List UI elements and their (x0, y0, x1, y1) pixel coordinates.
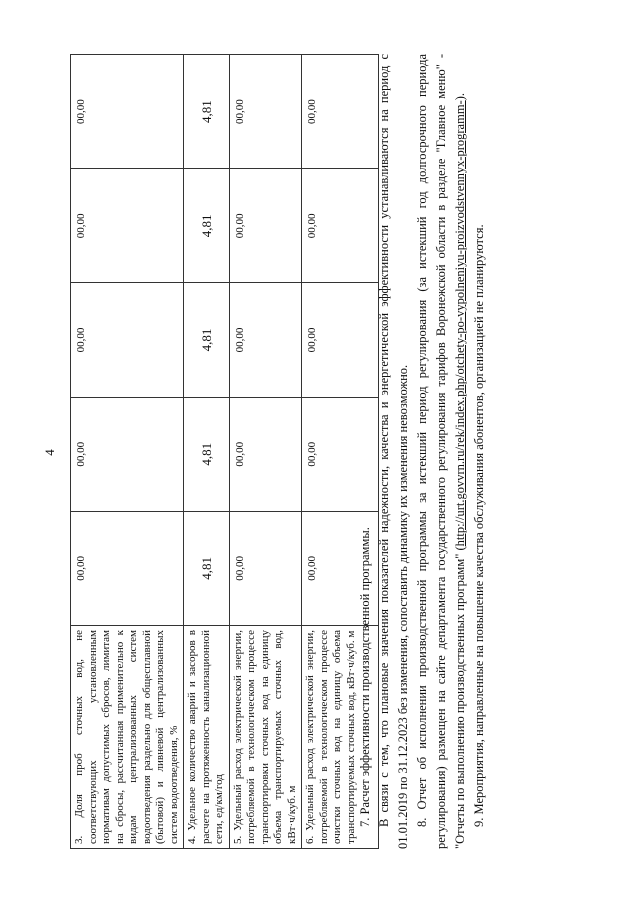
indicator-value: 4,81 (184, 283, 230, 397)
indicator-value: 00,00 (229, 169, 302, 283)
indicator-value: 00,00 (302, 511, 379, 625)
section-8-paragraph (413, 54, 470, 849)
indicator-value: 00,00 (71, 283, 184, 397)
indicator-name: 5. Удельный расход электрической энергии, потребляемой в технологическом процессе транспортировки сточных вод на единицу объема транспортируемых сточных вод, кВт·ч/куб. м (229, 626, 302, 849)
indicator-value: 00,00 (229, 397, 302, 511)
indicator-name: 6. Удельный расход электрической энергии, потребляемой в технологическом процессе очистки сточных вод на единицу объема транспортируемых сточных вод, кВт·ч/куб. м (302, 626, 379, 849)
table-row (229, 55, 302, 849)
body-text (356, 54, 489, 849)
indicator-value: 00,00 (229, 511, 302, 625)
indicators-table (70, 54, 379, 849)
indicator-value: 00,00 (71, 169, 184, 283)
table-row (184, 55, 230, 849)
section-7-title: 7. Расчет эффективности производственной программы. (358, 527, 372, 827)
indicator-value: 00,00 (302, 283, 379, 397)
indicator-value: 00,00 (302, 169, 379, 283)
indicator-name: 4. Удельное количество аварий и засоров в расчете на протяженность канализационной сети, ед/км/год (184, 626, 230, 849)
table-row (71, 55, 184, 849)
indicator-value: 00,00 (71, 511, 184, 625)
section-8-text: 8. Отчет об исполнении производственной программы за истекший период регулирования (за истекший год долгосрочного периода регулирования) размещен на сайте департамента государственного регулирования тарифов Воронежской области в разделе "Главное меню" - "Отчеты по выполнению производственных программ" ( (415, 54, 467, 849)
indicator-value: 4,81 (184, 55, 230, 169)
indicator-value: 00,00 (229, 55, 302, 169)
section-8-end: ). (453, 92, 467, 101)
reports-link[interactable]: http://urt.govvrn.ru/rek/index.php/otchety-po-vypolneniyu-proizvodstvennyx-programm- (453, 100, 467, 547)
indicator-value: 4,81 (184, 397, 230, 511)
indicator-name: 3. Доля проб сточных вод, не соответствующих установленным нормативам допустимых сбросов, лимитам на сбросы, рассчитанная применительно к видам централизованных систем водоотведения раздельно для общесплавной (бытовой) и ливневой централизованных систем водоотведения, % (71, 626, 184, 849)
section-7-text: В связи с тем, что плановые значения показателей надежности, качества и энергетической эффективности устанавливаются на период с 01.01.2019 по 31.12.2023 без изменения, сопоставить динамику их изменения невозможно. (377, 54, 410, 849)
indicator-value: 00,00 (229, 283, 302, 397)
indicator-value: 00,00 (302, 55, 379, 169)
indicator-value: 4,81 (184, 511, 230, 625)
indicator-value: 00,00 (71, 55, 184, 169)
section-9-text: 9. Мероприятия, направленные на повышение качества обслуживания абонентов, организацией не планируются. (472, 224, 486, 827)
indicator-value: 4,81 (184, 169, 230, 283)
indicator-value: 00,00 (302, 397, 379, 511)
page-number: 4 (42, 449, 57, 456)
indicator-value: 00,00 (71, 397, 184, 511)
